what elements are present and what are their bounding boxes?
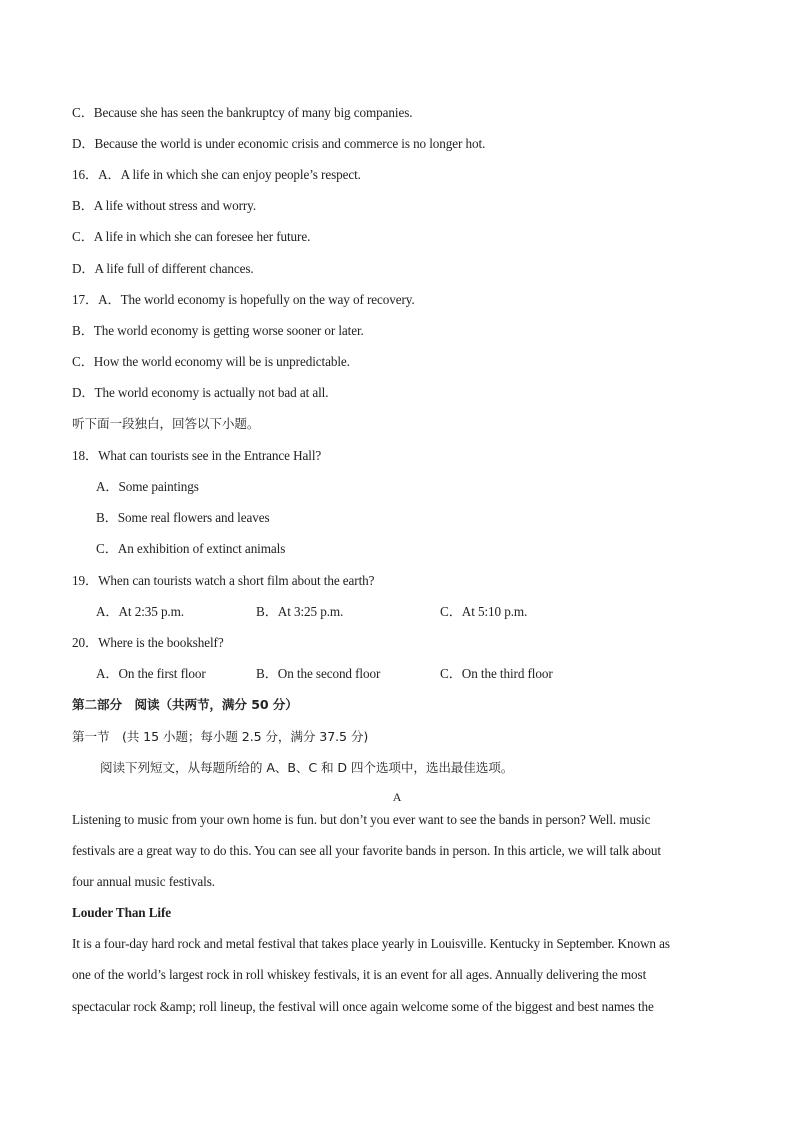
q19-option-c: C．At 5:10 p.m.	[440, 604, 528, 619]
q16-option-b: B．A life without stress and worry.	[72, 198, 257, 213]
q15-option-c: C．Because she has seen the bankruptcy of many big companies.	[72, 105, 413, 120]
q20-question: 20．Where is the bookshelf?	[72, 635, 224, 650]
q16-option-a: 16．A．A life in which she can enjoy people’s respect.	[72, 167, 361, 182]
q16-option-d: D．A life full of different chances.	[72, 261, 254, 276]
q17-option-c: C．How the world economy will be is unpredictable.	[72, 354, 350, 369]
festival-body-line-2: one of the world’s largest rock in roll whiskey festivals, it is an event for all ages. Annually delivering the most	[72, 967, 647, 982]
passage-label: A	[392, 790, 402, 804]
reading-instruction: 阅读下列短文，从每题所给的 A、B、C 和 D 四个选项中，选出最佳选项。	[100, 760, 514, 775]
q18-question: 18．What can tourists see in the Entrance Hall?	[72, 448, 322, 463]
part2-title: 第二部分 阅读（共两节，满分 50 分）	[72, 697, 298, 712]
q17-option-b: B．The world economy is getting worse sooner or later.	[72, 323, 364, 338]
section1-title: 第一节 (共 15 小题；每小题 2.5 分，满分 37.5 分)	[72, 729, 369, 744]
q18-option-a: A．Some paintings	[96, 479, 199, 494]
q20-option-a: A．On the first floor	[96, 666, 206, 681]
festival-body-line-3: spectacular rock &amp; roll lineup, the festival will once again welcome some of the biggest and best names the	[72, 999, 654, 1014]
q16-option-c: C．A life in which she can foresee her future.	[72, 229, 311, 244]
intro-line-3: four annual music festivals.	[72, 874, 215, 889]
festival-title: Louder Than Life	[72, 905, 172, 920]
q19-option-b: B．At 3:25 p.m.	[256, 604, 344, 619]
q17-option-d: D．The world economy is actually not bad at all.	[72, 385, 329, 400]
q20-option-c: C．On the third floor	[440, 666, 553, 681]
q15-option-d: D．Because the world is under economic crisis and commerce is no longer hot.	[72, 136, 486, 151]
q19-question: 19．When can tourists watch a short film about the earth?	[72, 573, 375, 588]
q20-option-b: B．On the second floor	[256, 666, 381, 681]
monologue-instruction: 听下面一段独白，回答以下小题。	[72, 416, 260, 431]
intro-line-2: festivals are a great way to do this. You can see all your favorite bands in person. In this article, we will talk about	[72, 843, 661, 858]
q17-option-a: 17．A．The world economy is hopefully on the way of recovery.	[72, 292, 415, 307]
festival-body-line-1: It is a four-day hard rock and metal festival that takes place yearly in Louisville. Kentucky in September. Known as	[72, 936, 670, 951]
q19-option-a: A．At 2:35 p.m.	[96, 604, 184, 619]
q18-option-c: C．An exhibition of extinct animals	[96, 541, 286, 556]
intro-line-1: Listening to music from your own home is fun. but don’t you ever want to see the bands in person? Well. music	[72, 812, 651, 827]
q18-option-b: B．Some real flowers and leaves	[96, 510, 270, 525]
